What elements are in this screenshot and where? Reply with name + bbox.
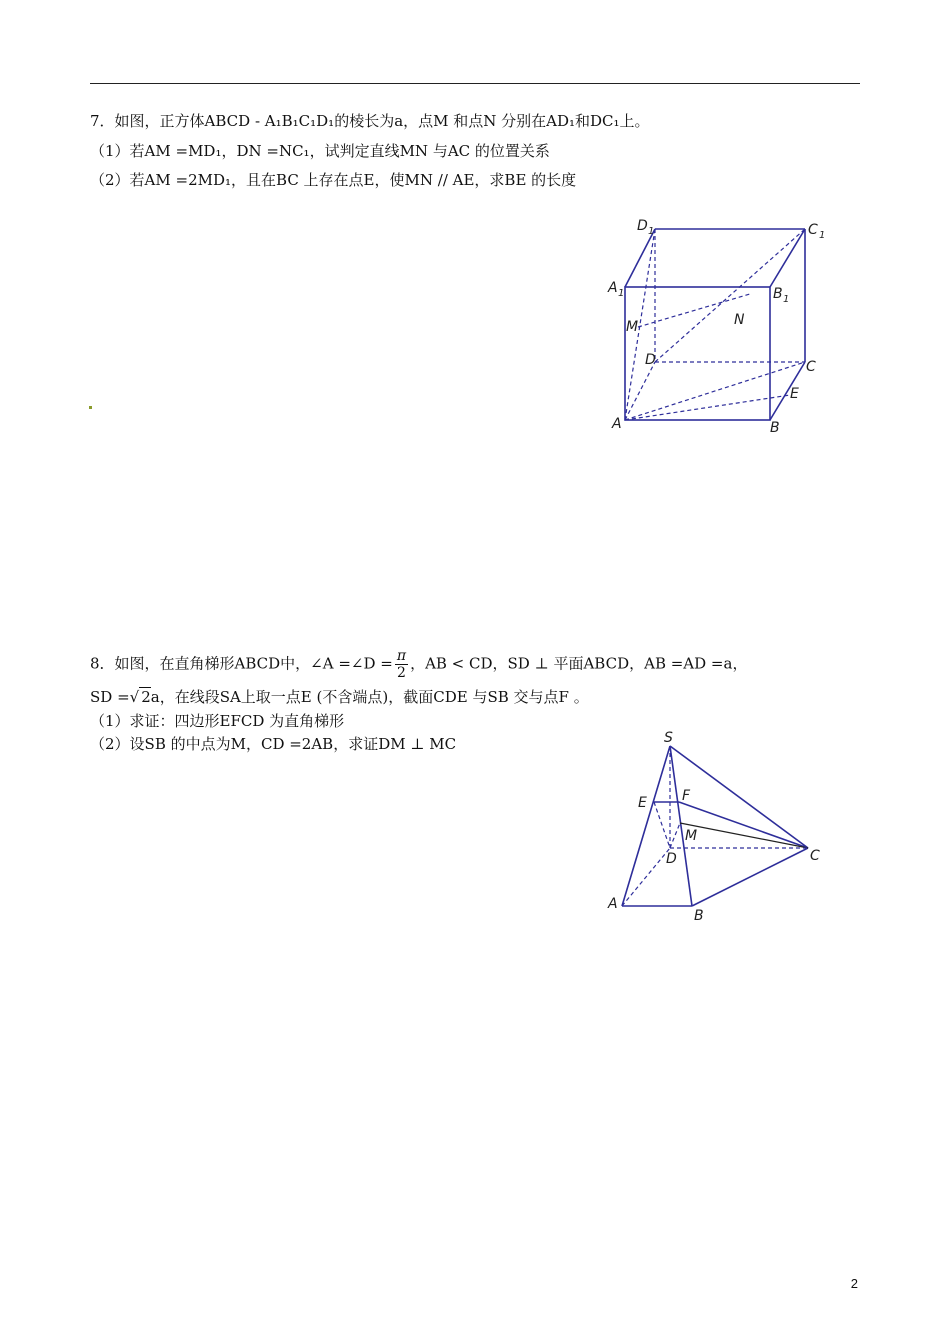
label-D1: D xyxy=(637,218,648,234)
label-E: E xyxy=(638,795,647,811)
label-B: B xyxy=(770,420,780,436)
label-C: C xyxy=(806,359,816,375)
label-D1-sub: 1 xyxy=(648,226,655,237)
q8-line-1 xyxy=(90,648,747,681)
label-M: M xyxy=(626,319,639,335)
sqrt-radicand: 2 xyxy=(141,688,151,706)
label-A: A xyxy=(612,416,622,432)
label-N: N xyxy=(734,312,745,328)
q7-line-2: （1）若AM =MD₁，DN =NC₁，试判定直线MN 与AC 的位置关系 xyxy=(90,142,550,160)
label-D: D xyxy=(666,851,677,867)
label-M: M xyxy=(685,828,698,844)
q8-line-2 xyxy=(90,686,589,708)
q8-line-3: （1）求证：四边形EFCD 为直角梯形 xyxy=(90,712,345,730)
q7-line-3: （2）若AM =2MD₁，且在BC 上存在点E，使MN // AE，求BE 的长度 xyxy=(90,171,577,189)
label-A: A xyxy=(608,896,618,912)
fraction-numerator: π xyxy=(396,648,407,664)
pi-over-2-fraction xyxy=(395,648,408,681)
pyramid-figure xyxy=(600,728,840,928)
q8-line-2-pre: SD = xyxy=(90,688,130,706)
label-A1-sub: 1 xyxy=(618,288,625,299)
sqrt-sign: √ xyxy=(129,688,140,706)
q8-line-2-post: a，在线段SA上取一点E (不含端点)，截面CDE 与SB 交与点F 。 xyxy=(150,688,589,706)
fraction-denominator: 2 xyxy=(397,665,406,681)
label-F: F xyxy=(682,788,691,804)
label-S: S xyxy=(664,730,673,746)
q8-line-1-pre: 8．如图，在直角梯形ABCD中，∠A =∠D = xyxy=(90,654,393,673)
label-C: C xyxy=(810,848,820,864)
label-B1-sub: 1 xyxy=(783,294,790,305)
cube-figure xyxy=(600,212,840,442)
label-A1: A xyxy=(608,280,618,296)
header-rule xyxy=(90,83,860,84)
stray-mark xyxy=(89,406,92,409)
label-C1-sub: 1 xyxy=(819,230,826,241)
label-B1: B xyxy=(773,286,783,302)
page-number: 2 xyxy=(850,1276,858,1291)
label-E: E xyxy=(790,386,799,402)
label-B: B xyxy=(694,908,704,924)
label-D: D xyxy=(645,352,656,368)
label-C1: C xyxy=(808,222,818,238)
q8-line-1-post: ，AB < CD，SD ⊥ 平面ABCD，AB =AD =a， xyxy=(410,654,748,673)
q7-line-1: 7．如图，正方体ABCD - A₁B₁C₁D₁的棱长为a，点M 和点N 分别在AD₁和DC₁上。 xyxy=(90,112,650,130)
q8-line-4: （2）设SB 的中点为M，CD =2AB，求证DM ⊥ MC xyxy=(90,735,457,753)
